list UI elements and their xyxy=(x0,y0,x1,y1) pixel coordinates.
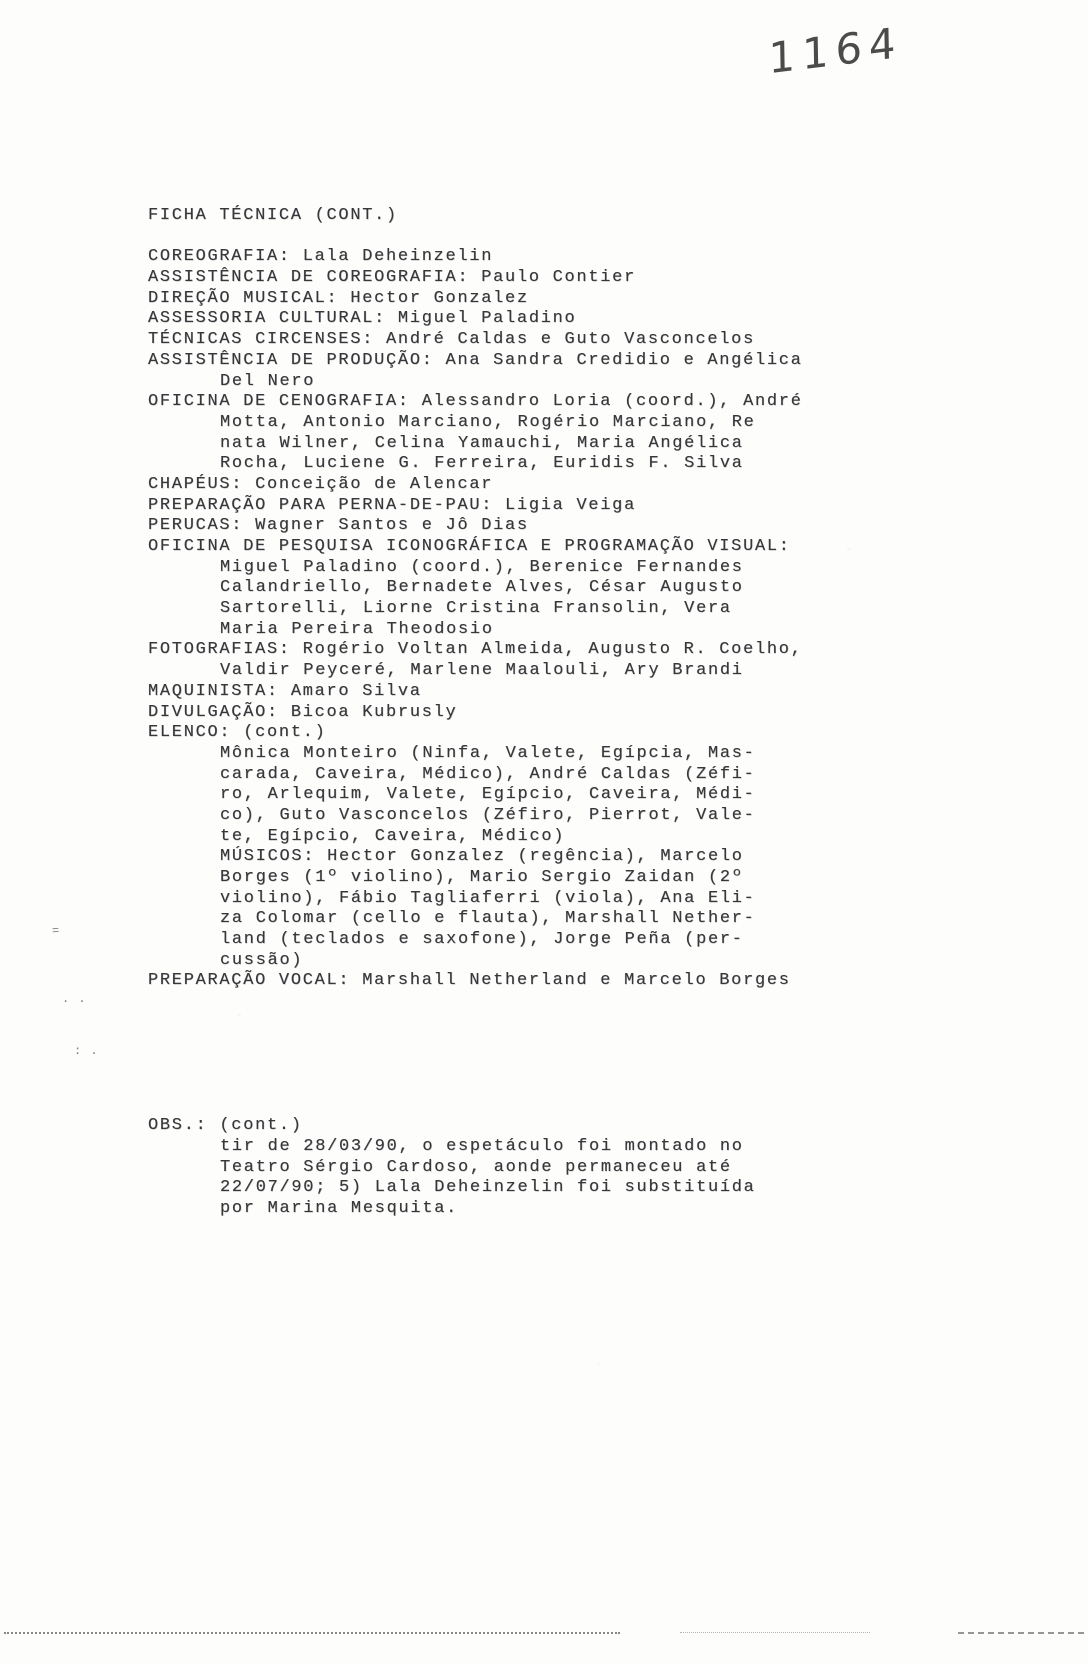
text-line: Mônica Monteiro (Ninfa, Valete, Egípcia, Mas- xyxy=(220,743,756,763)
scan-smudge: : . xyxy=(74,1044,99,1058)
text-line: carada, Caveira, Médico), André Caldas (Zéfi- xyxy=(220,764,756,784)
text-line: violino), Fábio Tagliaferri (viola), Ana Eli- xyxy=(220,888,756,908)
text-line: COREOGRAFIA: Lala Deheinzelin xyxy=(148,247,494,267)
text-line: te, Egípcio, Caveira, Médico) xyxy=(220,826,566,846)
scan-smudge: = xyxy=(51,923,61,939)
text-line: CHAPÉUS: Conceição de Alencar xyxy=(148,474,494,494)
text-line: cussão) xyxy=(220,950,304,970)
text-line: 22/07/90; 5) Lala Deheinzelin foi substituída xyxy=(220,1178,756,1198)
text-line: Valdir Peyceré, Marlene Maalouli, Ary Brandi xyxy=(220,661,744,681)
text-line: ro, Arlequim, Valete, Egípcio, Caveira, Médi- xyxy=(220,785,756,805)
text-line: za Colomar (cello e flauta), Marshall Nether- xyxy=(220,909,756,929)
text-line: Maria Pereira Theodosio xyxy=(220,619,494,639)
text-line xyxy=(148,1075,948,1096)
text-line: MAQUINISTA: Amaro Silva xyxy=(148,681,422,701)
text-line: DIVULGAÇÃO: Bicoa Kubrusly xyxy=(148,702,458,722)
text-line: Borges (1º violino), Mario Sergio Zaidan (2º xyxy=(220,868,744,887)
scan-smudge: . . xyxy=(62,992,87,1006)
text-line: tir de 28/03/90, o espetáculo foi montado no xyxy=(220,1136,744,1156)
scanner-edge-artifact xyxy=(958,1632,1084,1634)
text-line: OFICINA DE CENOGRAFIA: Alessandro Loria (coord.), André xyxy=(148,392,803,412)
text-line: PREPARAÇÃO PARA PERNA-DE-PAU: Ligia Veiga xyxy=(148,495,636,515)
text-line: DIREÇÃO MUSICAL: Hector Gonzalez xyxy=(148,288,529,308)
text-line xyxy=(148,227,948,248)
text-line: co), Guto Vasconcelos (Zéfiro, Pierrot, Vale- xyxy=(220,805,756,825)
text-line: PREPARAÇÃO VOCAL: Marshall Netherland e Marcelo Borges xyxy=(148,971,791,991)
text-line: Sartorelli, Liorne Cristina Fransolin, Vera xyxy=(220,599,732,619)
text-line: nata Wilner, Celina Yamauchi, Maria Angélica xyxy=(220,433,744,453)
text-line: por Marina Mesquita. xyxy=(220,1199,459,1218)
text-line: MÚSICOS: Hector Gonzalez (regência), Marcelo xyxy=(220,847,744,867)
text-line: Calandriello, Bernadete Alves, César Augusto xyxy=(220,578,744,598)
text-line: Rocha, Luciene G. Ferreira, Euridis F. Silva xyxy=(220,454,744,474)
text-line: ASSISTÊNCIA DE PRODUÇÃO: Ana Sandra Credidio e Angélica xyxy=(148,350,803,370)
page-title: FICHA TÉCNICA (CONT.) xyxy=(148,206,398,225)
scanner-edge-artifact xyxy=(4,1632,620,1634)
text-line xyxy=(148,1034,948,1055)
text-line xyxy=(148,1096,948,1117)
text-line xyxy=(148,1013,948,1034)
text-line: ASSESSORIA CULTURAL: Miguel Paladino xyxy=(148,309,577,329)
text-line xyxy=(148,1054,948,1075)
text-line: Del Nero xyxy=(220,371,316,391)
text-line: land (teclados e saxofone), Jorge Peña (per- xyxy=(220,930,744,950)
document-body xyxy=(148,206,948,1220)
scanner-edge-artifact xyxy=(680,1632,870,1633)
text-line: Motta, Antonio Marciano, Rogério Marciano, Re xyxy=(220,412,756,432)
text-line: ELENCO: (cont.) xyxy=(148,723,327,743)
text-line: PERUCAS: Wagner Santos e Jô Dias xyxy=(148,516,529,536)
text-line: FOTOGRAFIAS: Rogério Voltan Almeida, Augusto R. Coelho, xyxy=(148,640,803,660)
text-line: ASSISTÊNCIA DE COREOGRAFIA: Paulo Contier xyxy=(148,268,636,288)
text-line: TÉCNICAS CIRCENSES: André Caldas e Guto Vasconcelos xyxy=(148,330,755,350)
text-line xyxy=(148,992,948,1013)
text-line: Teatro Sérgio Cardoso, aonde permaneceu até xyxy=(220,1157,732,1177)
text-line: OFICINA DE PESQUISA ICONOGRÁFICA E PROGRAMAÇÃO VISUAL: xyxy=(148,537,791,556)
text-line: Miguel Paladino (coord.), Berenice Fernandes xyxy=(220,557,744,577)
handwritten-page-number: 1164 xyxy=(768,17,903,84)
text-line: OBS.: (cont.) xyxy=(148,1116,303,1136)
